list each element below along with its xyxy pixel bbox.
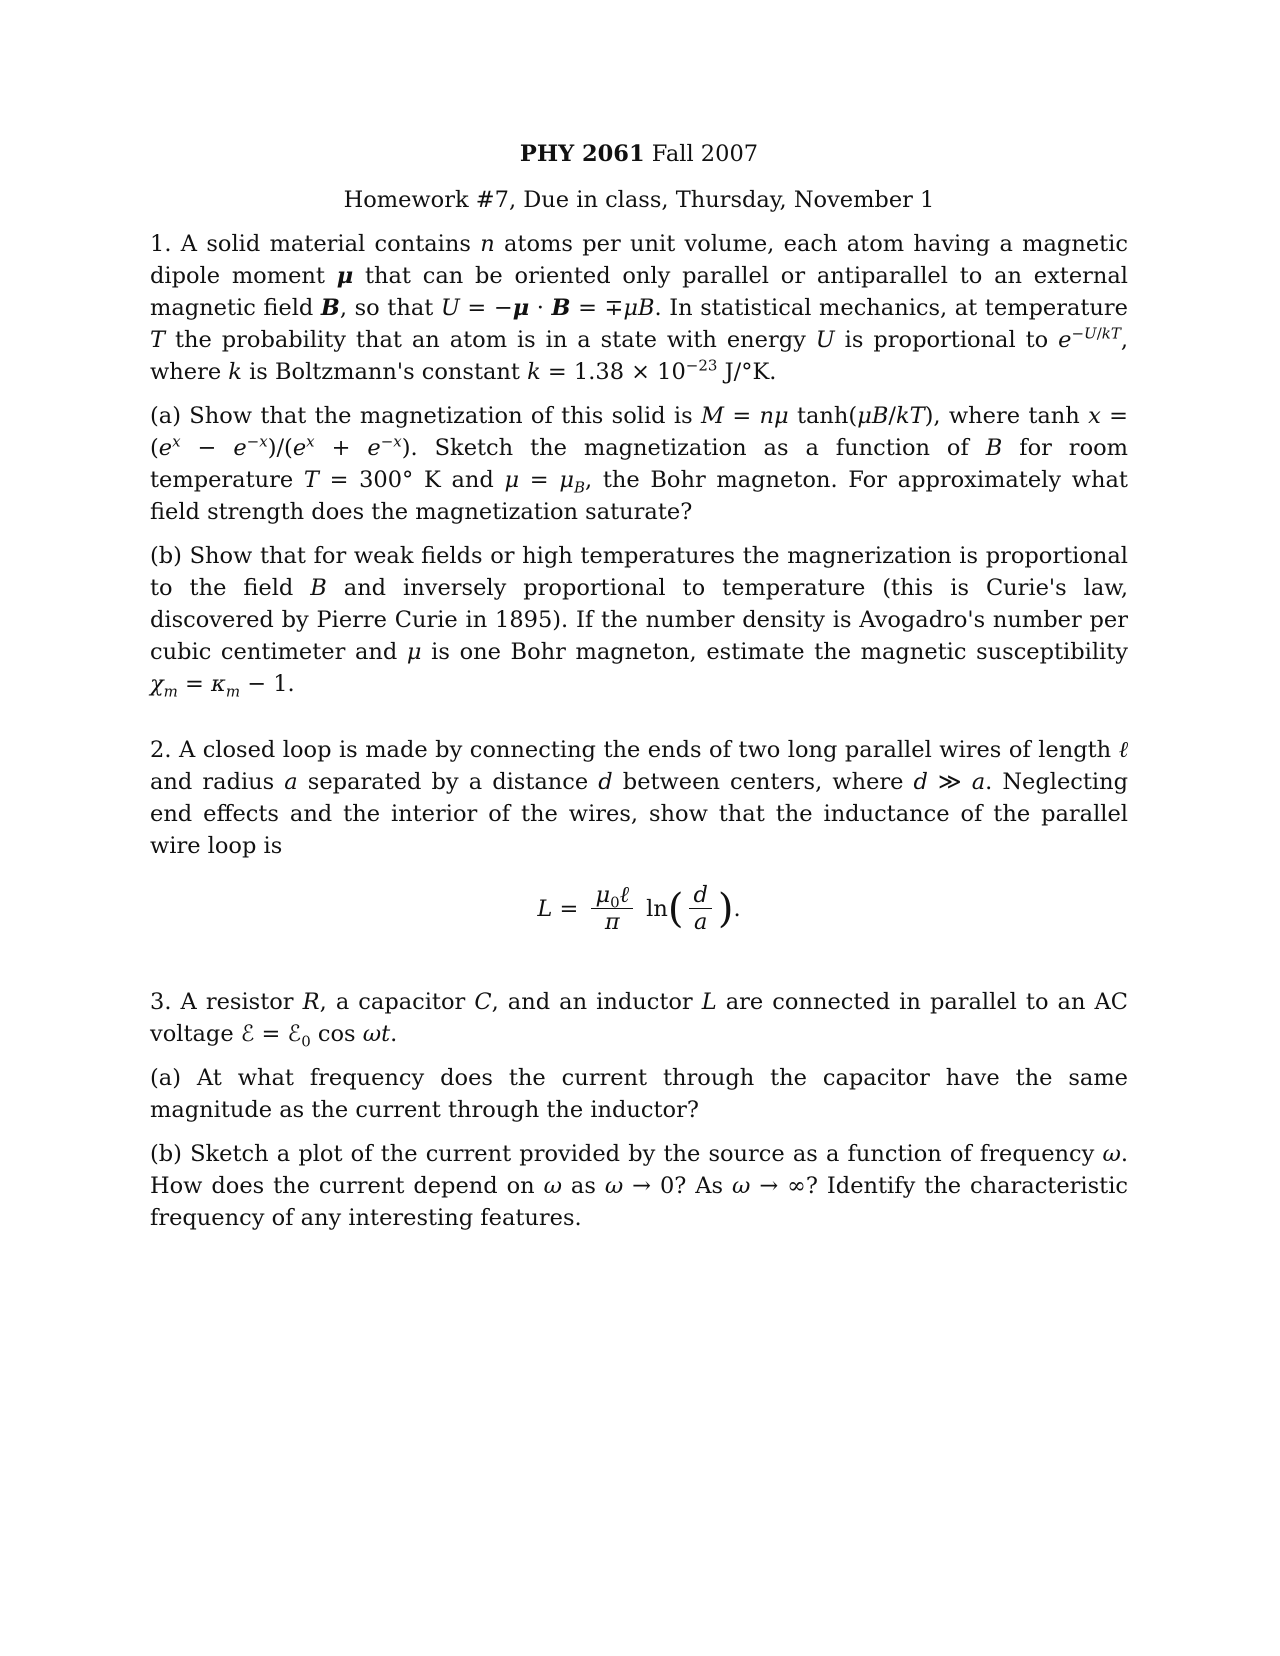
- fraction-mu-l-over-pi: $\frac{\mu_0\ell}{\pi}$: [591, 882, 633, 935]
- text-run: (b) Sketch a plot of the current provided by the source as a function of frequency: [150, 1141, 1103, 1167]
- text-run: as: [561, 1173, 605, 1199]
- text-run: .: [287, 671, 295, 697]
- text-run: atoms per unit volume, each atom having a magnetic dipole moment: [150, 231, 1128, 289]
- page-title: [150, 138, 1128, 170]
- problem-3-intro: 3. A resistor R, a capacitor C, and an inductor L are connected in parallel to an AC voltage ℰ = ℰ$_0$ cos ωt.: [150, 989, 1128, 1051]
- text-run: ? As: [674, 1173, 733, 1199]
- text-run: . Sketch the magnetization as a function of: [410, 435, 986, 461]
- text-run: are connected in parallel to an AC voltage: [150, 989, 1128, 1047]
- text-run: , where: [933, 403, 1029, 429]
- text-run: and: [440, 467, 505, 493]
- text-run: is one Bohr magneton, estimate the magnetic susceptibility: [421, 639, 1128, 665]
- text-run: . Neglecting end effects and the interior of the wires, show that the inductance of the parallel wire loop is: [150, 769, 1128, 859]
- text-run: 1. A solid material contains: [150, 231, 481, 257]
- text-run: is proportional to: [834, 327, 1059, 353]
- text-run: , and an inductor: [491, 989, 702, 1015]
- text-run: is Boltzmann's constant: [241, 359, 528, 385]
- text-run: .: [390, 1021, 398, 1047]
- problem-1-part-a: (a) Show that the magnetization of this solid is M = nμ tanh(μB/kT), where $\tanh x = (e^x - e^{-x})/(e^x + e^{-x})$. Sketch the magnetization as a function of B for room temperature T = 300° K and $\mu = \mu_B$, the Bohr magneton. For approximately what field strength does the magnetization saturate?: [150, 403, 1128, 525]
- text-run: , the Bohr magneton. For approximately what field strength does the magnetization saturate?: [150, 467, 1128, 525]
- text-run: . In statistical mechanics, at temperature: [654, 295, 1128, 321]
- inductance-formula: L = $\frac{\mu_0\ell}{\pi}$ ln ( $\frac{d}{a}$ ) .: [537, 882, 741, 935]
- problem-2-text: 2. A closed loop is made by connecting the ends of two long parallel wires of length ℓ and radius a separated by a distance d between centers, where d ≫ a. Neglecting end effects and the interior of the wires, show that the inductance of the parallel wire loop is: [150, 737, 1128, 859]
- problem-1-intro: 1. A solid material contains n atoms per unit volume, each atom having a magnetic dipole moment μ that can be oriented only parallel or antiparallel to an external magnetic field B, so that U = −μ · B = ∓μB. In statistical mechanics, at temperature T the probability that an atom is in a state with energy U is proportional to $e^{-U/kT}$, where k is Boltzmann's constant $k = 1.38 \times 10^{-23}$ J/°K.: [150, 231, 1129, 385]
- text-run: . How does the current depend on: [150, 1141, 1128, 1199]
- text-run: and inversely proportional to temperature (this is Curie's law, discovered by Pierre Curie in 1895). If the number density is Avogadro's number per cubic centimeter and: [150, 575, 1128, 665]
- text-run: , a capacitor: [319, 989, 475, 1015]
- problem-1-part-b: (b) Show that for weak fields or high temperatures the magnerization is proportional to the field B and inversely proportional to temperature (this is Curie's law, discovered by Pierre Curie in 1895). If the number density is Avogadro's number per cubic centimeter and μ is one Bohr magneton, estimate the magnetic susceptibility $\chi_m = \kappa_m - 1$.: [150, 543, 1128, 701]
- course-code: PHY 2061: [519, 141, 645, 167]
- text-run: the probability that an atom is in a state with energy: [165, 327, 816, 353]
- document-body: [150, 138, 1128, 1246]
- course-term: Fall 2007: [651, 141, 759, 167]
- text-run: , so that: [339, 295, 441, 321]
- text-run: separated by a distance: [297, 769, 599, 795]
- text-run: (a) Show that the magnetization of this solid is: [150, 403, 701, 429]
- text-run: that can be oriented only parallel or antiparallel to an external magnetic field: [150, 263, 1128, 321]
- text-run: for room temperature: [150, 435, 1128, 493]
- fraction-d-over-a: $\frac{d}{a}$: [689, 882, 711, 935]
- text-run: .: [769, 359, 777, 385]
- text-run: , where: [150, 327, 1129, 385]
- text-run: and radius: [150, 769, 285, 795]
- text-run: ? Identify the characteristic frequency of any interesting features.: [150, 1173, 1128, 1231]
- text-run: between centers, where: [612, 769, 914, 795]
- text-run: 3. A resistor: [150, 989, 303, 1015]
- problem-3-part-b: (b) Sketch a plot of the current provided by the source as a function of frequency ω. How does the current depend on ω as ω → 0? As ω → ∞? Identify the characteristic frequency of any interesting features.: [150, 1141, 1128, 1231]
- assignment-subtitle: Homework #7, Due in class, Thursday, November 1: [343, 187, 935, 213]
- problem-3-part-a: (a) At what frequency does the current through the capacitor have the same magnitude as the current through the inductor?: [150, 1065, 1128, 1123]
- text-run: (b) Show that for weak fields or high temperatures the magnerization is proportional to the field: [150, 543, 1128, 601]
- text-run: 2. A closed loop is made by connecting the ends of two long parallel wires of length: [150, 737, 1119, 763]
